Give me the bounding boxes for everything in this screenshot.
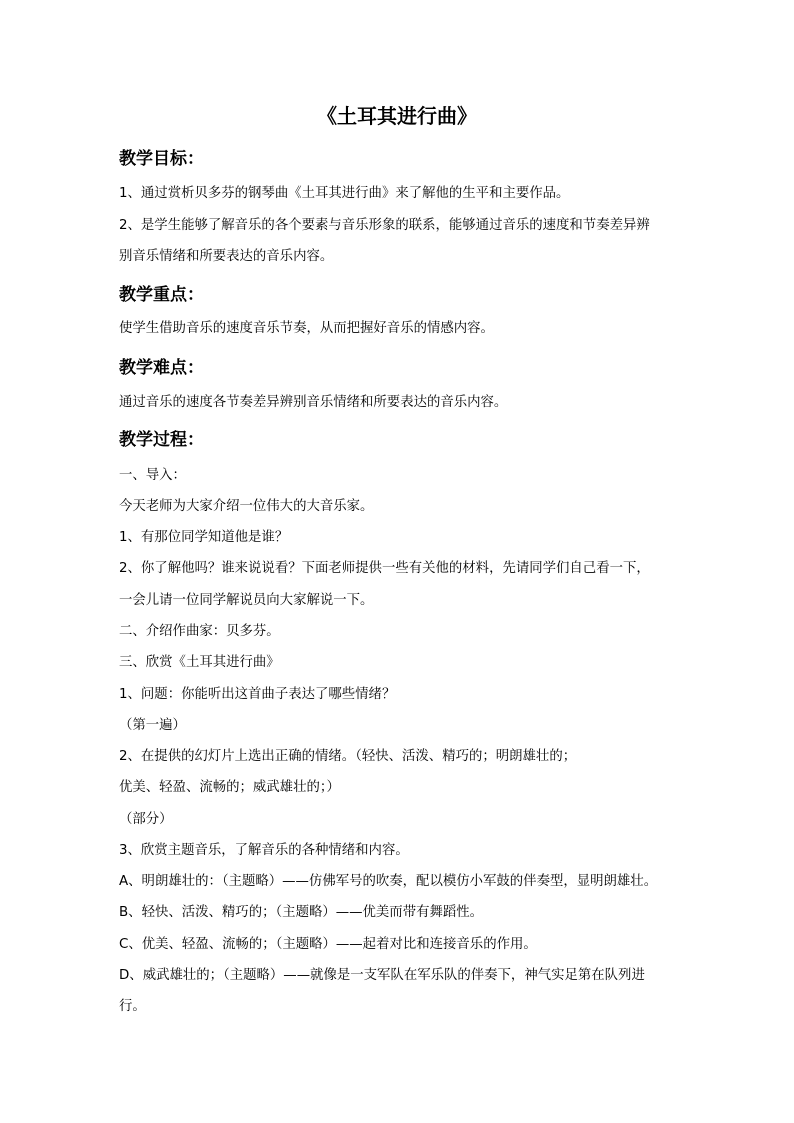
difficulties-heading: 教学难点：	[119, 358, 204, 378]
process-line: （第一遍）	[119, 718, 186, 733]
process-line: 行。	[119, 999, 146, 1014]
process-line: 一会儿请一位同学解说员向大家解说一下。	[119, 593, 374, 608]
key-points-line: 使学生借助音乐的速度音乐节奏，从而把握好音乐的情感内容。	[119, 321, 494, 336]
objectives-line: 别音乐情绪和所要表达的音乐内容。	[119, 249, 334, 264]
process-heading: 教学过程：	[119, 430, 204, 450]
process-line: 二、介绍作曲家：贝多芬。	[119, 624, 280, 639]
objectives-line: 1、通过赏析贝多芬的钢琴曲《土耳其进行曲》来了解他的生平和主要作品。	[119, 186, 570, 201]
key-points-heading: 教学重点：	[119, 285, 204, 305]
process-line: 1、有那位同学知道他是谁？	[119, 530, 289, 545]
process-line: 3、欣赏主题音乐，了解音乐的各种情绪和内容。	[119, 843, 409, 858]
objectives-line: 2、是学生能够了解音乐的各个要素与音乐形象的联系，能够通过音乐的速度和节奏差异辨	[119, 218, 650, 233]
process-line: （部分）	[119, 812, 173, 827]
process-line: 三、欣赏《土耳其进行曲》	[119, 655, 280, 670]
process-line: 2、你了解他吗？谁来说说看？下面老师提供一些有关他的材料，先请同学们自己看一下，	[119, 561, 650, 576]
process-line: A、明朗雄壮的：（主题略）——仿佛军号的吹奏，配以模仿小军鼓的伴奏型，显明朗雄壮。	[119, 874, 658, 889]
objectives-heading: 教学目标：	[119, 149, 204, 169]
process-line: 1、问题：你能听出这首曲子表达了哪些情绪？	[119, 687, 396, 702]
process-line: B、轻快、活泼、精巧的；（主题略）——优美而带有舞蹈性。	[119, 905, 484, 920]
document-title: 《土耳其进行曲》	[317, 104, 477, 128]
difficulties-line: 通过音乐的速度各节奏差异辨别音乐情绪和所要表达的音乐内容。	[119, 395, 508, 410]
process-line: 今天老师为大家介绍一位伟大的大音乐家。	[119, 499, 374, 514]
process-line: D、威武雄壮的；（主题略）——就像是一支军队在军乐队的伴奏下，神气实足第在队列进	[119, 968, 645, 983]
process-line: 优美、轻盈、流畅的；威武雄壮的；）	[119, 780, 340, 795]
process-line: 一、导入：	[119, 468, 186, 483]
process-line: 2、在提供的幻灯片上选出正确的情绪。（轻快、活泼、精巧的；明朗雄壮的；	[119, 749, 577, 764]
process-line: C、优美、轻盈、流畅的；（主题略）——起着对比和连接音乐的作用。	[119, 937, 537, 952]
